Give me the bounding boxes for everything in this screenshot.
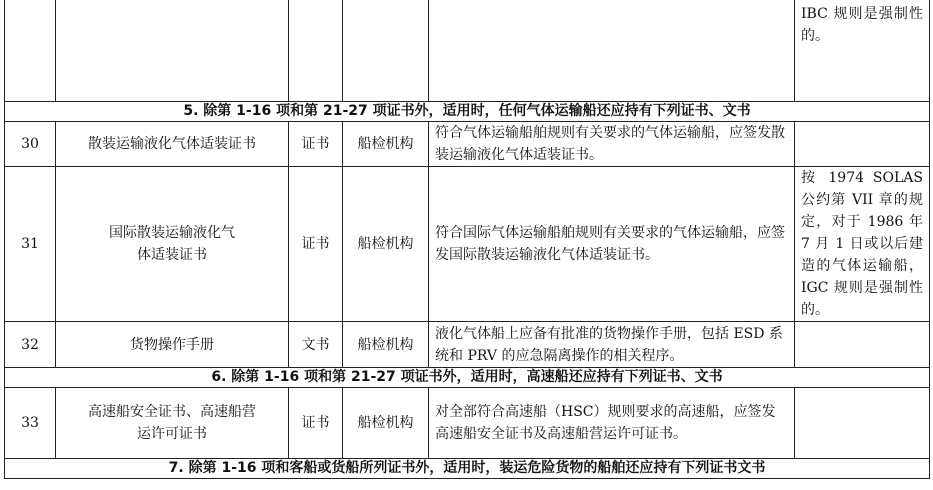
row-number: 32	[5, 322, 56, 368]
remarks	[795, 122, 930, 167]
certificate-type: 证书	[289, 167, 343, 322]
certificate-name: 散装运输液化气体适装证书	[56, 122, 289, 167]
condition-cell	[429, 0, 795, 102]
row-number: 33	[5, 388, 56, 459]
type-cell	[289, 0, 343, 102]
section-heading-6	[5, 368, 930, 388]
remarks: 按 1974 SOLAS 公约第 VII 章的规定，对于 1986 年 7 月 1 日或以后建造的气体运输船，IGC 规则是强制性的。	[795, 167, 930, 322]
certificate-type: 文书	[289, 322, 343, 368]
issuing-authority: 船检机构	[343, 388, 429, 459]
section-heading-5	[5, 102, 930, 122]
remarks	[795, 322, 930, 368]
certificate-type: 证书	[289, 388, 343, 459]
issuing-authority: 船检机构	[343, 167, 429, 322]
applicability-condition: 符合气体运输船舶规则有关要求的气体运输船，应签发散装运输液化气体适装证书。	[429, 122, 795, 167]
table-row	[5, 388, 930, 459]
section-heading-7	[5, 459, 930, 479]
certificate-name: 国际散装运输液化气体适装证书	[56, 167, 289, 322]
section-title: 7. 除第 1-16 项和客船或货船所列证书外，适用时，装运危险货物的船舶还应持有下列证书文书	[5, 459, 930, 479]
table-row-continued	[5, 0, 930, 102]
name-cell	[56, 0, 289, 102]
certificate-name: 货物操作手册	[56, 322, 289, 368]
section-title: 6. 除第 1-16 项和第 21-27 项证书外，适用时，高速船还应持有下列证书、文书	[5, 368, 930, 388]
row-number: 31	[5, 167, 56, 322]
issuing-authority: 船检机构	[343, 322, 429, 368]
applicability-condition: 液化气体船上应备有批准的货物操作手册，包括 ESD 系统和 PRV 的应急隔离操作的相关程序。	[429, 322, 795, 368]
num-cell	[5, 0, 56, 102]
certificate-table	[4, 0, 930, 479]
remarks	[795, 388, 930, 459]
row-number: 30	[5, 122, 56, 167]
table-row	[5, 322, 930, 368]
note-cell: IBC 规则是强制性的。	[795, 0, 930, 102]
authority-cell	[343, 0, 429, 102]
applicability-condition: 符合国际气体运输船舶规则有关要求的气体运输船，应签发国际散装运输液化气体适装证书。	[429, 167, 795, 322]
issuing-authority: 船检机构	[343, 122, 429, 167]
certificate-type: 证书	[289, 122, 343, 167]
applicability-condition: 对全部符合高速船（HSC）规则要求的高速船，应签发高速船安全证书及高速船营运许可证书。	[429, 388, 795, 459]
certificate-name: 高速船安全证书、高速船营运许可证书	[56, 388, 289, 459]
section-title: 5. 除第 1-16 项和第 21-27 项证书外，适用时，任何气体运输船还应持有下列证书、文书	[5, 102, 930, 122]
table-row	[5, 167, 930, 322]
table-row	[5, 122, 930, 167]
